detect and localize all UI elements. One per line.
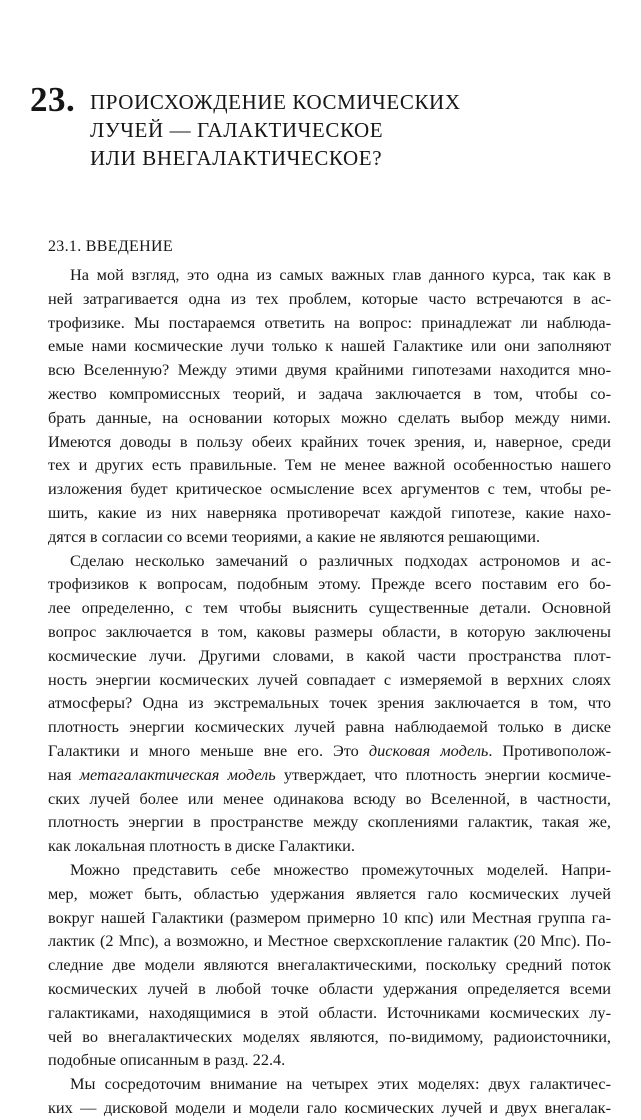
text-line: галактиками, находящимися в этой области. Источниками космических лу- xyxy=(48,1002,611,1022)
chapter-title-line: ИЛИ ВНЕГАЛАКТИЧЕСКОЕ? xyxy=(90,146,383,170)
text-line: вопрос заключается в том, каковы размеры области, в которую заключены xyxy=(48,621,611,641)
text-line xyxy=(48,739,611,763)
text-line: Сделаю несколько замечаний о различных подходах астрономов и ас- xyxy=(70,550,611,570)
body-text xyxy=(48,263,611,1120)
term-metagalactic-model: метагалактическая модель xyxy=(79,764,276,784)
text-line: Мы сосредоточим внимание на четырех этих моделях: двух галактичес- xyxy=(70,1074,611,1094)
text-line: емые нами космические лучи только к нашей Галактике или они заполняют xyxy=(48,336,611,356)
text-line: всю Вселенную? Между этими двумя крайними гипотезами находится мно- xyxy=(48,360,611,380)
text-line: мер, может быть, областью удержания является гало космических лучей xyxy=(48,883,611,903)
text-line: подобные описанным в разд. 22.4. xyxy=(48,1050,286,1070)
text-fragment: ная xyxy=(48,764,80,784)
text-fragment: Галактики и много меньше вне его. Это xyxy=(48,740,369,760)
chapter-title-line: ПРОИСХОЖДЕНИЕ КОСМИЧЕСКИХ xyxy=(90,90,461,114)
text-line: трофизике. Мы постараемся ответить на вопрос: принадлежат ли наблюда- xyxy=(48,312,611,332)
text-line: Можно представить себе множество промежуточных моделей. Напри- xyxy=(70,859,611,879)
text-line: ность энергии космических лучей совпадает с измеряемой в верхних слоях xyxy=(48,669,611,689)
text-line: изложения будет критическое осмысление всех аргументов с тем, чтобы ре- xyxy=(48,479,611,499)
text-line: трофизиков к вопросам, подобным этому. Прежде всего поставим его бо- xyxy=(48,574,611,594)
text-line: вокруг нашей Галактики (размером примерно 10 кпс) или Местная группа га- xyxy=(48,907,611,927)
text-line: шить, какие из них наверняка противоречат каждой гипотезе, какие нахо- xyxy=(48,502,611,522)
text-line: жество компромиссных теорий, и задача заключается в том, чтобы со- xyxy=(48,383,611,403)
text-line: лее определенно, с тем чтобы выяснить существенные детали. Основной xyxy=(48,598,611,618)
chapter-title-line: ЛУЧЕЙ — ГАЛАКТИЧЕСКОЕ xyxy=(90,118,384,142)
text-line: Имеются доводы в пользу обеих крайних точек зрения, и, наверное, среди xyxy=(48,431,611,451)
text-line: ских лучей более или менее одинакова всюду во Вселенной, в частности, xyxy=(48,788,611,808)
text-line: плотность энергии космических лучей равна наблюдаемой только в диске xyxy=(48,717,611,737)
text-line: ней затрагивается одна из тех проблем, которые часто встречаются в ас- xyxy=(48,288,611,308)
term-disk-model: дисковая модель xyxy=(368,740,489,760)
text-line xyxy=(48,763,611,787)
text-fragment: . Противополож- xyxy=(488,740,611,760)
text-line: космических лучей в любой точке области удержания определяется всеми xyxy=(48,978,611,998)
text-line: брать данные, на основании которых можно сделать выбор между ними. xyxy=(48,407,611,427)
text-line: ких — дисковой модели и модели гало космических лучей и двух внегалак- xyxy=(48,1097,611,1117)
text-line: атмосферы? Одна из экстремальных точек зрения заключается в том, что xyxy=(48,693,611,713)
text-line: дятся в согласии со всеми теориями, а какие не являются решающими. xyxy=(48,526,541,546)
text-line: космические лучи. Другими словами, в какой части пространства плот- xyxy=(48,645,611,665)
text-line: тех и других есть правильные. Тем не менее важной особенностью нашего xyxy=(48,455,611,475)
text-line: плотность энергии в пространстве между скоплениями галактик, такая же, xyxy=(48,812,611,832)
text-line: следние две модели являются внегалактическими, поскольку средний поток xyxy=(48,955,611,975)
text-line: чей во внегалактических моделях являются, по-видимому, радиоисточники, xyxy=(48,1026,611,1046)
chapter-title xyxy=(90,88,550,172)
text-line: как локальная плотность в диске Галактики. xyxy=(48,836,355,856)
text-line: лактик (2 Мпс), а возможно, и Местное сверхскопление галактик (20 Мпс). По- xyxy=(48,931,611,951)
text-fragment: утверждает, что плотность энергии космиче- xyxy=(275,764,612,784)
section-heading: 23.1. ВВЕДЕНИЕ xyxy=(48,238,173,255)
chapter-number: 23. xyxy=(30,80,76,119)
text-line: На мой взгляд, это одна из самых важных глав данного курса, так как в xyxy=(70,265,611,284)
